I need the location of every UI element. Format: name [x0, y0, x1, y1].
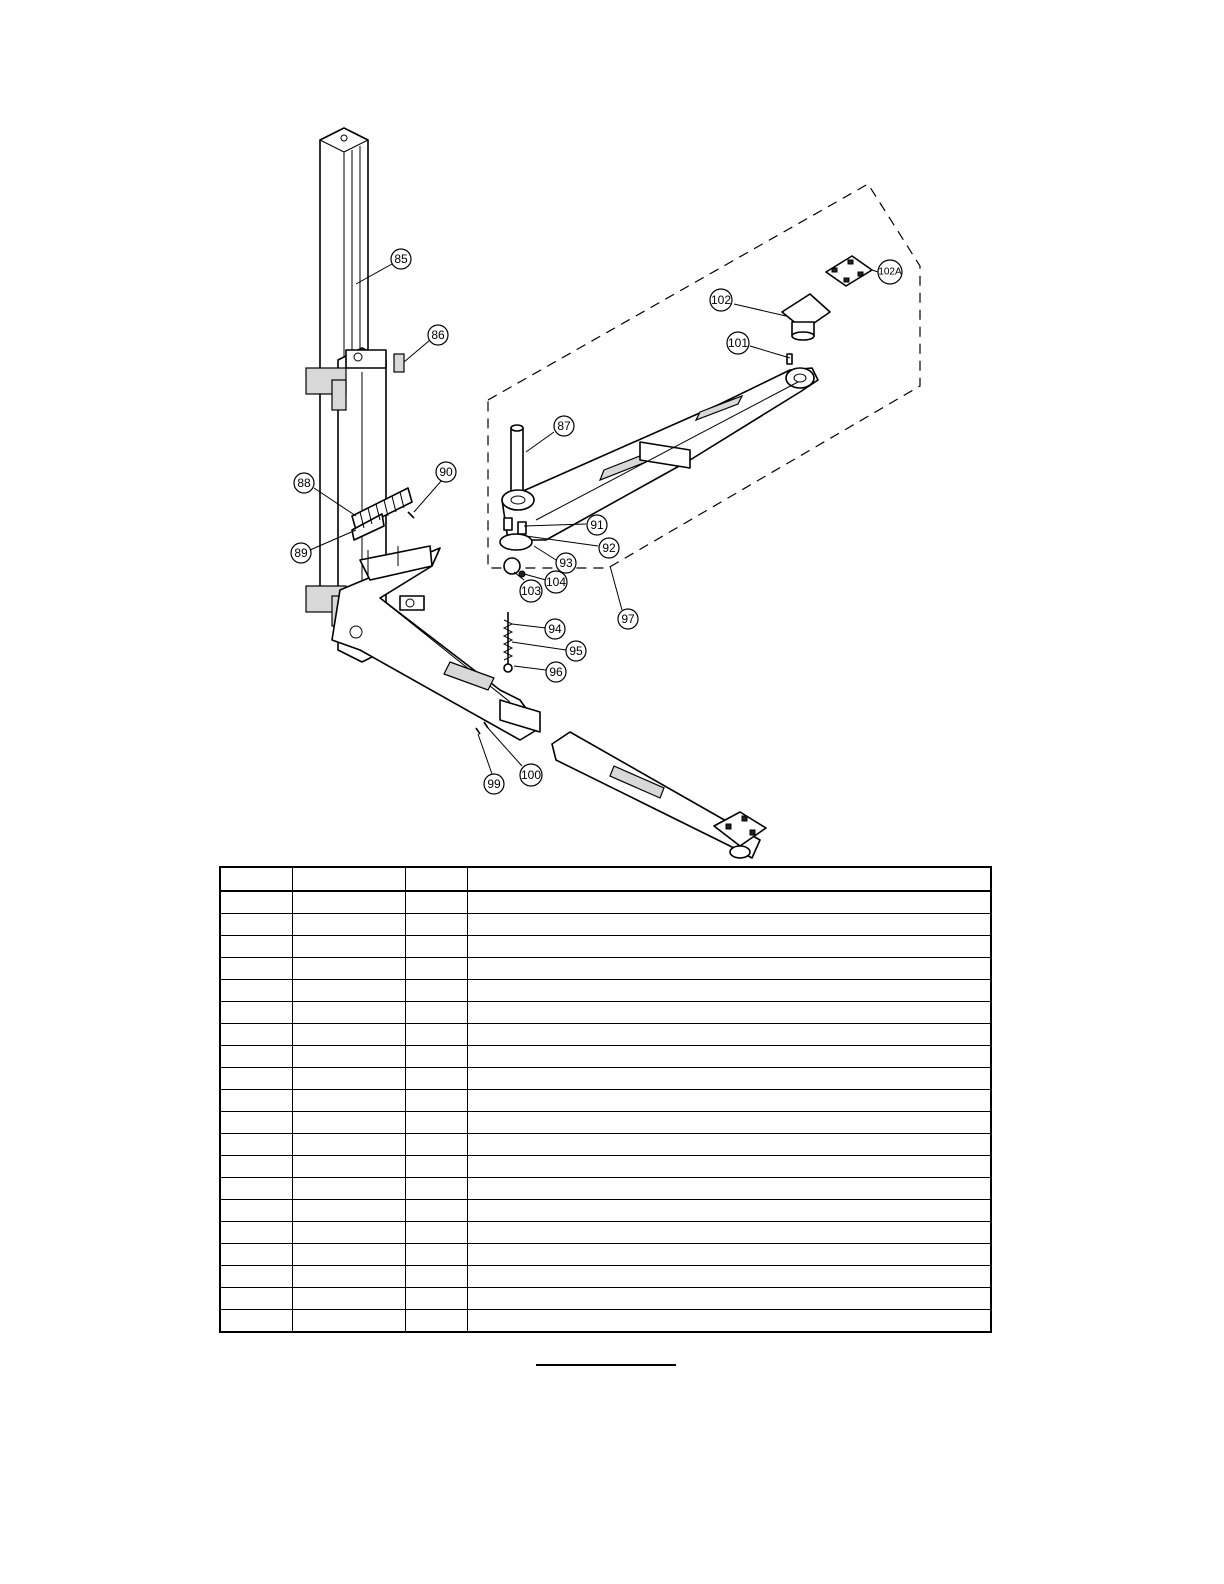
- svg-text:102: 102: [710, 293, 732, 307]
- svg-text:101: 101: [727, 336, 749, 350]
- table-cell: [467, 1244, 991, 1266]
- table-cell: [467, 1024, 991, 1046]
- callout-93: [556, 553, 576, 573]
- svg-text:96: 96: [549, 665, 563, 679]
- table-cell: [405, 1244, 467, 1266]
- table-cell: [292, 1090, 405, 1112]
- svg-text:85: 85: [394, 252, 408, 266]
- table-cell: [467, 1200, 991, 1222]
- callout-91: [587, 515, 607, 535]
- table-cell: [220, 1134, 292, 1156]
- table-row: [220, 1046, 991, 1068]
- table-cell: [220, 1068, 292, 1090]
- table-cell: [405, 1266, 467, 1288]
- table-cell: [220, 1046, 292, 1068]
- arm-extension: [552, 732, 766, 858]
- svg-text:89: 89: [294, 546, 308, 560]
- table-cell: [292, 1200, 405, 1222]
- svg-text:94: 94: [548, 622, 562, 636]
- part-100-screw: [484, 722, 488, 728]
- table-cell: [292, 1046, 405, 1068]
- table-cell: [292, 1112, 405, 1134]
- table-cell: [292, 1068, 405, 1090]
- table-cell: [405, 958, 467, 980]
- table-cell: [292, 1134, 405, 1156]
- table-cell: [405, 1200, 467, 1222]
- table-cell: [405, 914, 467, 936]
- table-row: [220, 980, 991, 1002]
- table-cell: [220, 1002, 292, 1024]
- table-cell: [292, 958, 405, 980]
- table-cell: [467, 1178, 991, 1200]
- table-cell: [467, 1288, 991, 1310]
- table-cell: [292, 914, 405, 936]
- svg-text:103: 103: [520, 584, 542, 598]
- table-cell: [220, 1090, 292, 1112]
- svg-text:88: 88: [297, 476, 311, 490]
- table-cell: [220, 1112, 292, 1134]
- table-cell: [220, 1288, 292, 1310]
- table-row: [220, 1112, 991, 1134]
- table-row: [220, 1090, 991, 1112]
- callout-95: [566, 641, 586, 661]
- table-cell: [405, 1002, 467, 1024]
- table-cell: [220, 1200, 292, 1222]
- table-cell: [467, 1266, 991, 1288]
- table-row: [220, 1134, 991, 1156]
- table-cell: [220, 1266, 292, 1288]
- table-cell: [220, 1156, 292, 1178]
- callout-99: [484, 774, 504, 794]
- table-row: [220, 1244, 991, 1266]
- callout-86: [428, 325, 448, 345]
- table-cell: [220, 936, 292, 958]
- table-cell: [467, 1310, 991, 1333]
- outer-swing-arm: [500, 368, 818, 550]
- table-row: [220, 958, 991, 980]
- callout-97: [618, 609, 638, 629]
- table-cell: [292, 1024, 405, 1046]
- callout-100: [520, 764, 542, 786]
- table-cell: [292, 1288, 405, 1310]
- callout-88: [294, 473, 314, 493]
- table-cell: [467, 1002, 991, 1024]
- table-cell: [405, 936, 467, 958]
- table-row: [220, 1002, 991, 1024]
- table-header-row: [220, 867, 991, 891]
- callout-101: [727, 332, 749, 354]
- callout-89: [291, 543, 311, 563]
- figure-caption: [536, 1364, 676, 1366]
- table-cell: [467, 980, 991, 1002]
- svg-text:87: 87: [557, 419, 571, 433]
- callout-102: [710, 289, 732, 311]
- table-cell: [220, 1310, 292, 1333]
- table-cell: [405, 1134, 467, 1156]
- table-row: [220, 914, 991, 936]
- table-row: [220, 1024, 991, 1046]
- parts-table-body: [220, 891, 991, 1332]
- table-cell: [467, 1112, 991, 1134]
- table-cell: [220, 1178, 292, 1200]
- table-row: [220, 1156, 991, 1178]
- table-cell: [292, 891, 405, 914]
- locking-pin-assembly: [504, 612, 512, 672]
- table-row: [220, 1310, 991, 1333]
- col-header-qty: [405, 867, 467, 891]
- table-cell: [467, 914, 991, 936]
- table-cell: [220, 891, 292, 914]
- callout-94: [545, 619, 565, 639]
- svg-text:104: 104: [545, 575, 567, 589]
- table-cell: [405, 1068, 467, 1090]
- table-cell: [220, 958, 292, 980]
- callout-90: [436, 462, 456, 482]
- table-cell: [292, 936, 405, 958]
- table-cell: [405, 1024, 467, 1046]
- table-cell: [220, 980, 292, 1002]
- table-cell: [405, 1288, 467, 1310]
- part-99-screw: [476, 728, 480, 734]
- col-header-item: [220, 867, 292, 891]
- table-cell: [467, 958, 991, 980]
- table-row: [220, 1288, 991, 1310]
- svg-text:99: 99: [487, 777, 501, 791]
- col-header-part-number: [292, 867, 405, 891]
- svg-text:95: 95: [569, 644, 583, 658]
- svg-text:86: 86: [431, 328, 445, 342]
- table-cell: [220, 1244, 292, 1266]
- table-cell: [405, 1046, 467, 1068]
- table-cell: [405, 1112, 467, 1134]
- table-cell: [467, 891, 991, 914]
- callout-87: [554, 416, 574, 436]
- table-cell: [292, 1266, 405, 1288]
- table-row: [220, 936, 991, 958]
- table-cell: [405, 1310, 467, 1333]
- callout-85: [391, 249, 411, 269]
- table-row: [220, 1178, 991, 1200]
- table-cell: [405, 1222, 467, 1244]
- table-cell: [405, 980, 467, 1002]
- svg-text:97: 97: [621, 612, 635, 626]
- parts-list-table: [219, 866, 992, 1333]
- table-cell: [467, 1090, 991, 1112]
- table-cell: [292, 1310, 405, 1333]
- svg-text:90: 90: [439, 465, 453, 479]
- table-cell: [220, 914, 292, 936]
- callout-104: [545, 571, 567, 593]
- table-cell: [292, 1244, 405, 1266]
- table-cell: [292, 1002, 405, 1024]
- table-cell: [292, 1222, 405, 1244]
- svg-text:92: 92: [602, 541, 616, 555]
- table-cell: [467, 1222, 991, 1244]
- table-cell: [405, 891, 467, 914]
- table-cell: [467, 936, 991, 958]
- callout-103: [520, 580, 542, 602]
- table-row: [220, 1266, 991, 1288]
- callout-96: [546, 662, 566, 682]
- table-cell: [220, 1024, 292, 1046]
- table-cell: [405, 1178, 467, 1200]
- table-cell: [467, 1156, 991, 1178]
- table-cell: [292, 1156, 405, 1178]
- table-row: [220, 891, 991, 914]
- svg-text:102A: 102A: [878, 266, 902, 278]
- table-cell: [405, 1090, 467, 1112]
- table-cell: [467, 1068, 991, 1090]
- table-cell: [292, 1178, 405, 1200]
- part-86-bolt: [394, 354, 404, 372]
- table-cell: [467, 1134, 991, 1156]
- svg-text:91: 91: [590, 518, 604, 532]
- col-header-description: [467, 867, 991, 891]
- table-cell: [220, 1222, 292, 1244]
- callout-92: [599, 538, 619, 558]
- table-cell: [405, 1156, 467, 1178]
- callout-102a: [878, 260, 902, 284]
- table-row: [220, 1200, 991, 1222]
- table-row: [220, 1222, 991, 1244]
- table-cell: [467, 1046, 991, 1068]
- table-row: [220, 1068, 991, 1090]
- svg-text:93: 93: [559, 556, 573, 570]
- table-cell: [292, 980, 405, 1002]
- svg-text:100: 100: [520, 768, 542, 782]
